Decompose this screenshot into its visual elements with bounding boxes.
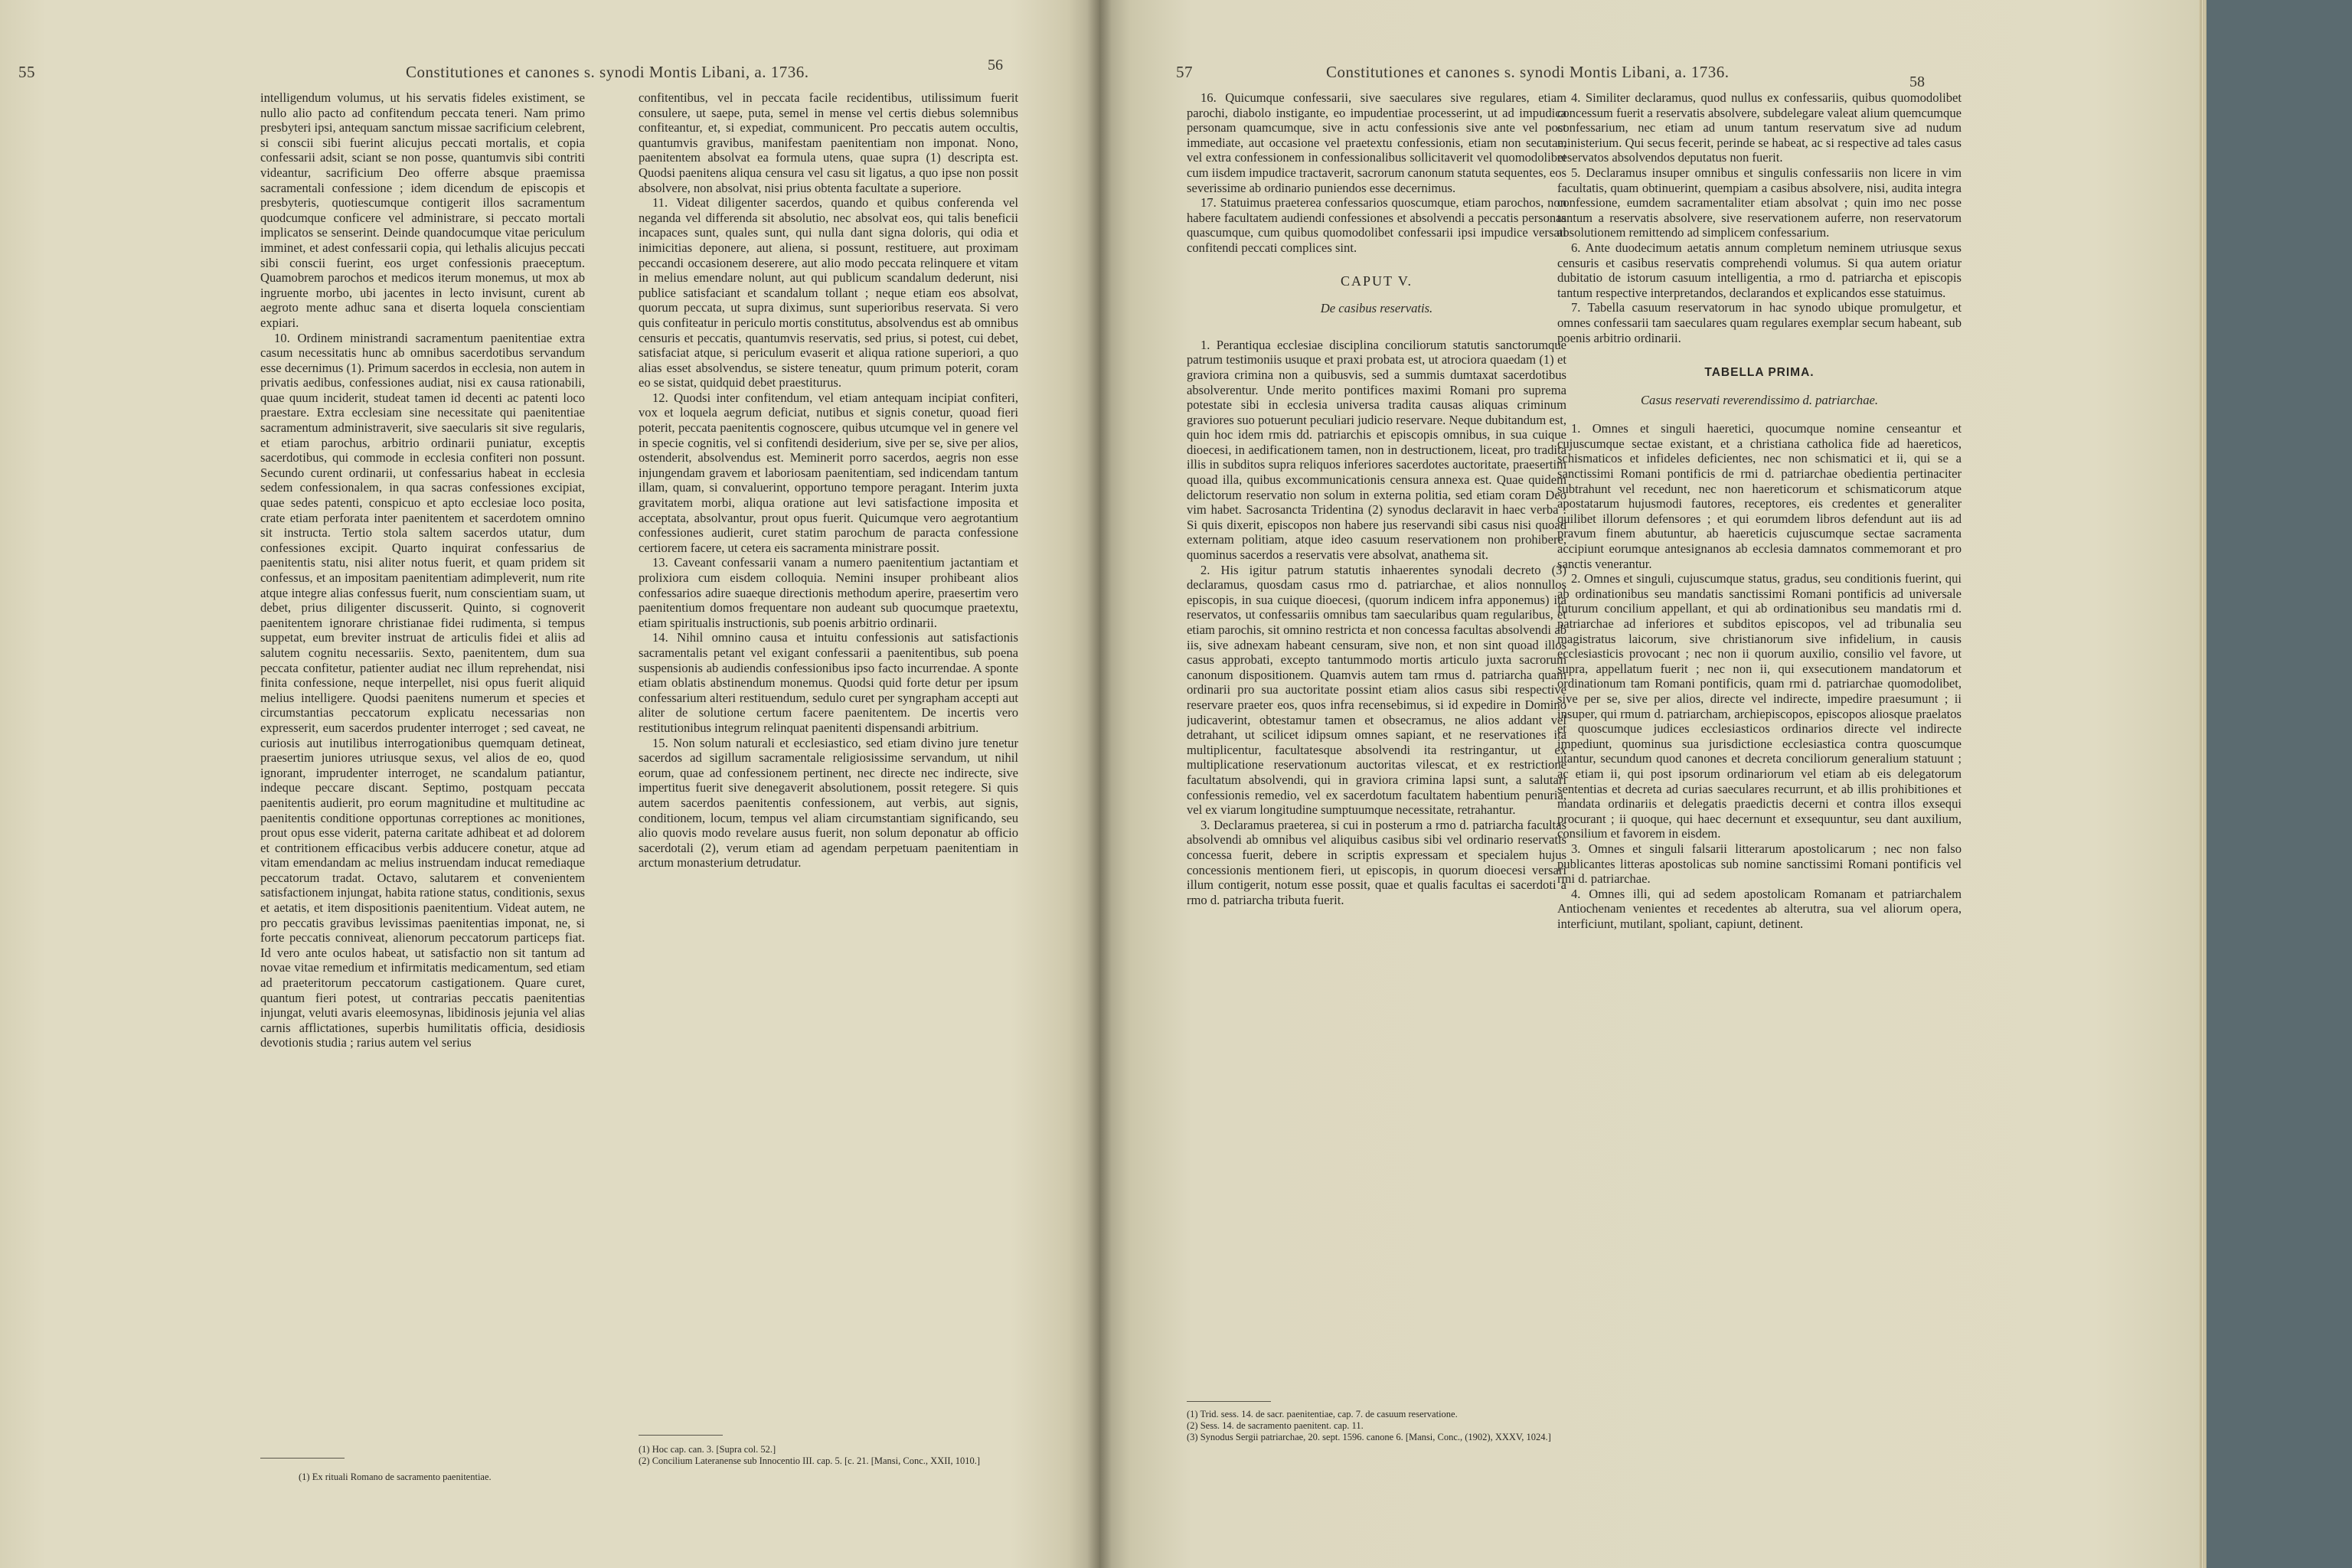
paragraph-1: 1. Perantiqua ecclesiae disciplina conciliorum statutis sanctorumque patrum testimoniis usuque et praxi probata est, ut atrociora quaedam (1) et graviora crimina non a quibusvis, sed a summis dumtaxat sacerdotibus absolverentur. Unde merito pontifices maximi Romani pro suprema potestate sibi in ecclesia universa tradita causas aliquas criminum graviores suo potuerunt peculiari judicio reservare. Neque dubitandum est, quin hoc idem rmis dd. patriarchis et episcopis omnibus, in sua cuique dioecesi, in aedificationem tamen, non in destructionem, liceat, pro tradita illis in subditos supra reliquos inferiores sacerdotes auctoritate, praesertim quoad illa, quibus excommunicationis censura annexa est. Quae quidem delictorum reservatio non solum in externa politia, sed etiam coram Deo vim habet. Sacrosancta Tridentina (2) synodus declaravit in haec verba : Si quis dixerit, episcopos non habere jus reservandi sibi casus nisi quoad externam politiam, atque ideo casuum reservationem non prohibere, quominus sacerdos a reservatis vere absolvat, anathema sit. — [1187, 337, 1566, 563]
footnote: (2) Concilium Lateranense sub Innocentio III. cap. 5. [c. 21. [Mansi, Conc., XXII, 1010.] — [639, 1455, 981, 1466]
chapter-subtitle: De casibus reservatis. — [1320, 301, 1433, 316]
footnote-rule — [260, 1458, 345, 1459]
case-3: 3. Omnes et singuli falsarii litterarum apostolicarum ; nec non falso publicantes litteras apostolicas sub nomine sanctissimi Romani pontificis vel rmi d. patriarchae. — [1557, 841, 1962, 887]
table-subtitle: Casus reservati reverendissimo d. patriarchae. — [1640, 392, 1879, 407]
footnote: (2) Sess. 14. de sacramento paenitent. cap. 11. — [1187, 1420, 1364, 1431]
paragraph-16: 16. Quicumque confessarii, sive saeculares sive regulares, etiam parochi, diabolo instigante, eo impudentiae processerint, ut ad impudica personam quamcumque, sive in actu confessionis sive ante vel post immediate, aut occasione vel praetextu confessionis, etiam non secutae, vel extra confessionem in confessionalibus sollicitaverit vel quomodolibet cum iisdem impudice tractaverit, sacrorum canonum statuta sequentes, eos severissime ab ordinario puniendos esse decernimus. — [1187, 90, 1566, 195]
paragraph-2: 2. His igitur patrum statutis inhaerentes synodali decreto (3) declaramus, quosdam casus rmo d. patriarchae, et alios nonnullos episcopis, in sua cuique dioecesi, (quorum indicem infra apponemus) ita reservatos, ut confessariis omnibus tam saecularibus quam regularibus, et etiam parochis, sit omnino restricta et non concessa facultas absolvendi ab iis, sive adnexam habeant censuram, sive non, et non sint quoad illos casus approbati, excepto tantummodo mortis articulo juxta sacrorum canonum dispositionem. Quamvis autem tam rmus d. patriarcha quam ordinarii pro sua auctoritate possint etiam alios casus sibi respective reservare praeter eos, quos infra recensebimus, si id expedire in Domino judicaverint, obtestamur tamen et obsecramus, ne alios addant vel detrahant, ut scilicet idipsum omnes sapiant, et ne reservationes ita multiplicentur, facultatesque absolvendi ita restringantur, ut ex multiplicatione reservationum auctoritas vilescat, et ex restrictione facultatum absolvendi, qui in graviora crimina lapsi sunt, a salutari confessionis remedio, vel ex sacerdotum facultatem habentium penuria, vel ex viarum longitudine sumptuumque necessitate, retrahantur. — [1187, 562, 1566, 818]
paragraph-15: 15. Non solum naturali et ecclesiastico, sed etiam divino jure tenetur sacerdos ad sigillum sacramentale religiosissime servandum, ut nihil eorum, quae ad confessionem pertinent, nec directe nec indirecte, sive impertitus fuerit sive denegaverit absolutionem, possit retegere. Si quis autem sacerdos paenitentis confessionem, aut verbis, aut signis, conditionem, locum, tempus vel aliam circumstantiam significando, seu alio quovis modo revelare ausus fuerit, non solum deponatur ab officio sacerdotali (2), verum etiam ad agendam perpetuam paenitentiam in arctum monasterium detrudatur. — [639, 735, 1018, 871]
running-header-right: Constitutiones et canones s. synodi Montis Libani, a. 1736. — [1326, 63, 1730, 81]
page-edges — [2199, 0, 2207, 1568]
page-number-56: 56 — [988, 57, 1003, 74]
case-4: 4. Omnes illi, qui ad sedem apostolicam Romanam et patriarchalem Antiochenam venientes et recedentes ab alterutra, sua vel aliorum opera, interficiunt, mutilant, spoliant, capiunt, detinent. — [1557, 886, 1962, 931]
footnotes-right — [1187, 1409, 1562, 1443]
right-page — [1099, 0, 2199, 1568]
left-page — [0, 0, 1099, 1568]
paragraph-7: 7. Tabella casuum reservatorum in hac synodo ubique promulgetur, et omnes confessarii tam saeculares quam regulares exemplar secum habeant, sub poenis arbitrio ordinarii. — [1557, 300, 1962, 345]
right-page-column-1 — [1187, 90, 1566, 1430]
paragraph-10: 10. Ordinem ministrandi sacramentum paenitentiae extra casum necessitatis hunc ab omnibus sacerdotibus servandum esse decernimus (1). Primum sacerdos in ecclesia, non autem in privatis aedibus, confessiones audiat, nisi ex causa rationabili, quae quum inciderit, studeat tamen id decenti ac patenti loco praestare. Extra ecclesiam sine necessitate qui paenitentiae sacramentum administraverit, sive saecularis sit sive regularis, et etiam parochus, arbitrio ordinarii puniatur, exceptis sacerdotibus, qui commode in ecclesia confiteri non possunt. Secundo curent ordinarii, ut confessarius habeat in ecclesia sedem confessionalem, in qua sacras confessiones excipiat, quae sedes patenti, conspicuo et apto ecclesiae loco posita, crate etiam perforata inter paenitentem et sacerdotem omnino sit instructa. Tertio stola saltem sacerdos utatur, dum confessiones excipit. Quarto inquirat confessarius de paenitentis statu, nisi aliter notus fuerit, et quam pridem sit confessus, et an impositam paenitentiam adimpleverit, num rite atque integre alias confessus fuerit, num conscientiam suam, ut debet, prius diligenter discusserit. Quinto, si cognoverit paenitentem ignorare christianae fidei rudimenta, si tempus suppetat, eum breviter instruat de articulis fidei et aliis ad salutem cognitu necessariis. Sexto, paenitentem, dum sua peccata confitetur, patienter audiat nec illum reprehendat, nisi finita confessione, neque interpellet, nisi opus fuerit aliquid melius intelligere. Quodsi paenitens numerum et species et circumstantias peccatorum explicatu necessarias non expresserit, eum sacerdos prudenter interroget ; sed caveat, ne curiosis aut inutilibus interrogationibus quemquam detineat, praesertim juniores utriusque sexus, vel alios de eo, quod ignorant, imprudenter interroget, ne scandalum patiantur, indeque peccare discant. Septimo, postquam peccata paenitentis audierit, pro eorum magnitudine et multitudine ac paenitentis conditione opportunas correptiones ac monitiones, prout opus esse viderit, paterna caritate adhibeat et ad dolorem et contritionem efficacibus verbis adducere conetur, atque ad vitam emendandam ac melius instruendam inducat remediaque peccatorum tradat. Octavo, salutarem et convenientem satisfactionem injungat, habita ratione status, conditionis, sexus et aetatis, et item dispositionis paenitentium. Videat autem, ne pro peccatis gravibus levissimas paenitentias imponat, ne, si forte peccatis conniveat, alienorum peccatorum particeps fiat. Id vero ante oculos habeat, ut satisfactio non sit tantum ad novae vitae remedium et infirmitatis medicamentum, sed etiam ad praeteritorum peccatorum castigationem. Quare curet, quantum fieri potest, ut contrarias peccatis paenitentias injungat, veluti avaris eleemosynas, libidinosis jejunia vel alias carnis afflictationes, superbis humilitatis officia, desidiosis devotionis studia ; rarius autem vel serius — [260, 330, 585, 1050]
page-number-57: 57 — [1176, 63, 1193, 81]
footnotes-left-col2 — [639, 1444, 1021, 1467]
case-2: 2. Omnes et singuli, cujuscumque status, gradus, seu conditionis fuerint, qui ab ordinationibus seu mandatis sanctissimi Romani pontificis ad universale futurum concilium appellant, et qui ab ordinationibus seu mandatis rmi d. patriarchae ad inferiores et subditos episcopos, vel ad tribunalia seu magistratus laicorum, sive christianorum sive infidelium, in causis ecclesiasticis provocant ; nec non ii quorum auxilio, consilio vel favore, ut supra, appellatum fuerit ; nec non ii, qui exsecutionem mandatorum et ordinationum tam Romani pontificis, quam rmi d. patriarchae quomodolibet, sive per se, sive per alios, directe vel indirecte, impedire praesumunt ; ii insuper, qui rmum d. patriarcham, archiepiscopos, episcopos aliosque praelatos et quoscumque judices ecclesiasticos ordinarios directe vel indirecte impediunt, quominus sua jurisdictione ecclesiastica contra quoscumque utantur, secundum quod canones et decreta conciliorum generalium statuunt ; ac etiam ii, qui post ipsorum ordinariorum vel etiam ab eis delegatorum sententias et decreta ad curias saeculares recurrunt, et ab illis prohibitiones et mandata ordinariis et delegatis praedictis decerni et contra illos exsequi procurant ; ii quoque, qui haec decernunt et exsequuntur, seu dant auxilium, consilium et favorem in eisdem. — [1557, 571, 1962, 841]
paragraph: confitentibus, vel in peccata facile recidentibus, utilissimum fuerit consulere, ut saepe, puta, semel in mense vel certis diebus solemnibus confiteantur, et, si expediat, communicent. Pro peccatis autem occultis, quantumvis gravibus, manifestam paenitentiam non imponat. Nono, paenitentem absolvat ea formula utens, quae supra (1) descripta est. Quodsi paenitens aliqua censura vel casu sit ligatus, a quo ipse non possit absolvere, non absolvat, nisi prius obtenta facultate a superiore. — [639, 90, 1018, 195]
right-page-column-2 — [1557, 90, 1962, 1430]
paragraph-6: 6. Ante duodecimum aetatis annum completum neminem utriusque sexus censuris et casibus reservatis comprehendi volumus. Si qua autem oriatur dubitatio de istorum casuum intelligentia, a rmo d. patriarcha et episcopis tantum respective interpretandos, declarandos et explicandos esse statuimus. — [1557, 240, 1962, 300]
footnote-rule — [639, 1435, 723, 1436]
paragraph-17: 17. Statuimus praeterea confessarios quoscumque, etiam parochos, non habere facultatem audiendi confessiones et absolvendi a peccatis personas quascumque, cum quibus quomodolibet confessarii ipsi impudice versati confitendi peccati complices sint. — [1187, 195, 1566, 255]
table-title: TABELLA PRIMA. — [1704, 366, 1815, 380]
case-1: 1. Omnes et singuli haeretici, quocumque nomine censeantur et cujuscumque sectae existant, et a christiana catholica fide ad haereticos, schismaticos et infideles deficientes, nec non schismatici et ii, qui se a sanctissimi Romani pontificis de rmi d. patriarchae obedientia pertinaciter subtrahunt vel recedunt, nec non haereticorum et schismaticorum atque apostatarum hujusmodi fautores, receptores, eis credentes et generaliter quilibet illorum defensores ; et qui eorumdem libros defendunt aut iis ad pravum finem abutuntur, ab haereticis cujuscumque sectae sacramenta accipiunt eorumque antesignanos ab ecclesia damnatos commemorant et pro sanctis venerantur. — [1557, 421, 1962, 571]
paragraph-12: 12. Quodsi inter confitendum, vel etiam antequam incipiat confiteri, vox et loquela aegrum deficiat, nutibus et signis conetur, quoad fieri poterit, peccata paenitentis cognoscere, quibus utcumque vel in genere vel in specie cognitis, vel si confitendi desiderium, sive per se, sive per alios, ostenderit, absolvendus est. Meminerit porro sacerdos, aegris non esse injungendam gravem et laboriosam paenitentiam, sed indicendam tantum illam, quam, si convaluerint, opportuno tempore peragant. Interim juxta gravitatem morbi, aliqua oratione aut levi satisfactione imposita et acceptata, absolvantur, prout opus fuerit. Quicumque vero aegrotantium confessiones audierit, curet statim parochum de paracta confessione certiorem facere, ut cetera eis sacramenta ministrare possit. — [639, 390, 1018, 555]
footnote: (1) Hoc cap. can. 3. [Supra col. 52.] — [639, 1444, 776, 1455]
footnote: (1) Ex rituali Romano de sacramento paenitentiae. — [299, 1472, 492, 1482]
chapter-title: CAPUT V. — [1340, 273, 1413, 289]
paragraph-5: 5. Declaramus insuper omnibus et singulis confessariis non licere in vim facultatis, quam obtinuerint, quempiam a casibus absolvere, nisi, audita integra confessione, eumdem sacramentaliter etiam absolvat ; quin imo nec posse tantum a reservatis absolvere, sive reservationem auferre, non reservatorum absolutionem remittendo ad simplicem confessarium. — [1557, 165, 1962, 240]
left-page-column-1 — [260, 90, 585, 1430]
paragraph-11: 11. Videat diligenter sacerdos, quando et quibus conferenda vel neganda vel differenda sit absolutio, nec absolvat eos, qui talis beneficii incapaces sunt, quales sunt, qui nulla dant signa doloris, qui odia et inimicitias deponere, aut aliena, si possunt, restituere, aut proximam peccandi occasionem deserere, aut alio modo peccata relinquere et vitam in melius emendare nolunt, aut qui publicum scandalum dederunt, nisi publice satisfaciant et scandalum tollant ; neque etiam eos absolvat, quorum peccata, ut supra diximus, sunt superioribus reservata. Si vero quis confiteatur in periculo mortis constitutus, absolvendus est ab omnibus censuris et peccatis, quantumvis reservatis, sed prius, si potest, cui debet, satisfaciat atque, si periculum evaserit et aliqua ratione superiori, a quo alias esset absolvendus, se sistere teneatur, quum primum poterit, coram eo se sistat, quidquid debet praestiturus. — [639, 195, 1018, 390]
paragraph: intelligendum volumus, ut his servatis fideles existiment, se nullo alio pacto ad confitendum peccata teneri. Nam primo presbyteri ipsi, antequam sanctum missae sacrificium celebrent, si conscii sibi fuerint alicujus peccati mortalis, et copia confessarii adsit, sciant se non posse, quantumvis sibi contriti videantur, sacrificium Deo offerre absque praemissa sacramentali confessione ; idem dicendum de episcopis et presbyteris, quotiescumque contigerit illos sacramentum quodcumque conficere vel administrare, si peccato mortali implicatos se senserint. Deinde quandocumque vitae periculum imminet, et adest confessarii copia, qui lethalis alicujus peccati sibi conscii fuerint, eos urget confessionis praeceptum. Quamobrem parochos et medicos iterum monemus, ut mox ab ingruente morbo, ubi jacentes in lecto invisunt, curent ab aegroto mente adhuc sana et diserta loquela conscientiam expiari. — [260, 90, 585, 330]
paragraph-4: 4. Similiter declaramus, quod nullus ex confessariis, quibus quomodolibet concessum fuerit a reservatis absolvere, subdelegare valeat alium quemcumque confessarium, nec etiam ad unum tantum reservatum sive ad nudum ministerium. Qui secus fecerit, perinde se habeat, ac si respective ad tales casus reservatos absolvendos deputatus non fuerit. — [1557, 90, 1962, 165]
page-number-55: 55 — [18, 63, 35, 81]
footnote: (1) Trid. sess. 14. de sacr. paenitentiae, cap. 7. de casuum reservatione. — [1187, 1409, 1458, 1419]
paragraph-14: 14. Nihil omnino causa et intuitu confessionis aut satisfactionis sacramentalis petant vel exigant confessarii a paenitentibus, sub poena suspensionis ab audiendis confessionibus ipso facto incurrendae. A sponte etiam oblatis abstinendum monemus. Quodsi quid forte detur per ipsum confessarium alteri restituendum, sedulo curet per syngrapham accepti aut aliter de solutione certum facere paenitentem. De incertis vero restitutionibus integrum relinquat paenitenti dispensandi arbitrium. — [639, 630, 1018, 735]
paragraph-3: 3. Declaramus praeterea, si cui in posterum a rmo d. patriarcha facultas absolvendi ab omnibus vel aliquibus casibus sibi vel ordinario reservatis concessa fuerit, debere in scriptis expressam et specialem hujus concessionis mentionem fieri, ut episcopis, in quorum dioecesi versari illum contigerit, notum esse possit, quae et qualis facultas ei sacerdoti a rmo d. patriarcha tributa fuerit. — [1187, 817, 1566, 907]
footnote: (3) Synodus Sergii patriarchae, 20. sept. 1596. canone 6. [Mansi, Conc., (1902), XXXV, 1024.] — [1187, 1432, 1551, 1442]
running-header-left: Constitutiones et canones s. synodi Montis Libani, a. 1736. — [406, 63, 809, 81]
paragraph-13: 13. Caveant confessarii vanam a numero paenitentium jactantiam et prolixiora cum eisdem colloquia. Nemini insuper prohibeant alios confessarios adire suaeque directionis methodum aperire, praesertim vero paenitentium domos frequentare non audeant sub quocumque praetextu, etiam spiritualis instructionis, sub poenis arbitrio ordinarii. — [639, 555, 1018, 630]
footnote-rule — [1187, 1401, 1271, 1402]
left-page-column-2 — [639, 90, 1018, 1430]
book-gutter — [1087, 0, 1112, 1568]
page-number-58: 58 — [1909, 74, 1925, 90]
footnotes-left-col1 — [299, 1472, 590, 1483]
